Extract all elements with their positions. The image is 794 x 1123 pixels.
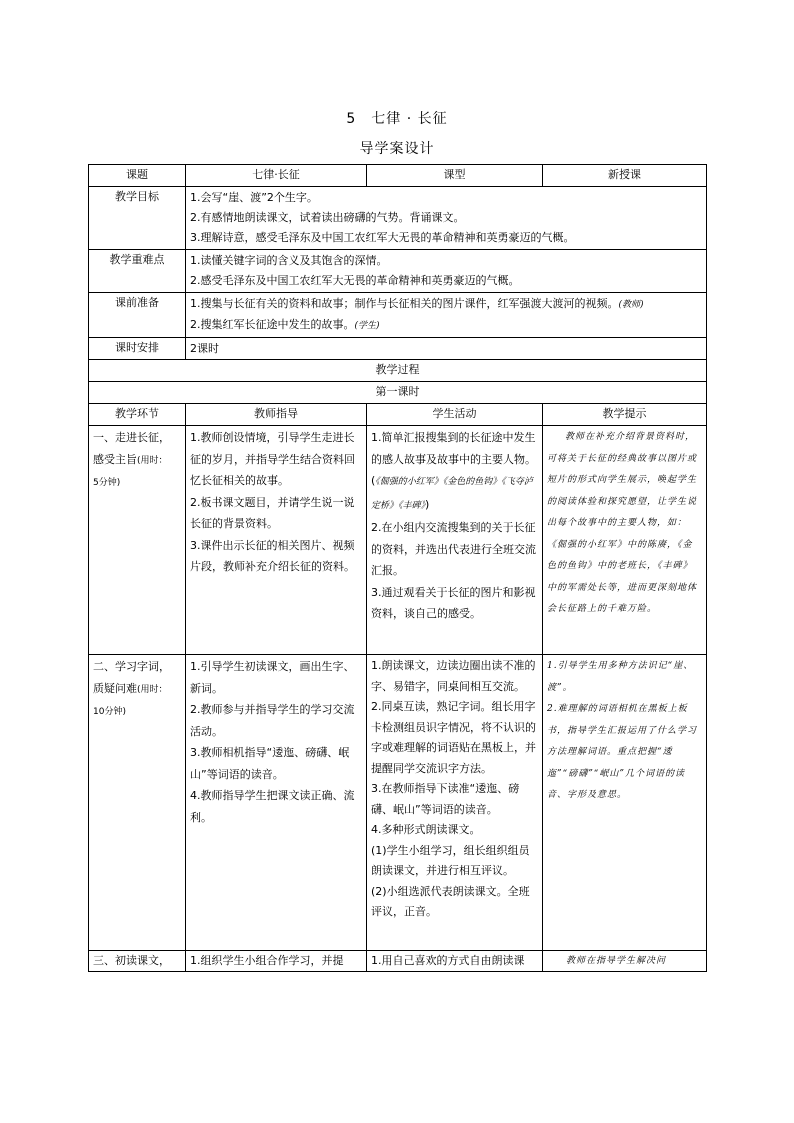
goal-item: 3.理解诗意，感受毛泽东及中国工农红军大无畏的革命精神和英勇豪迈的气概。 [190, 231, 575, 244]
stage3-hint: 教师在指导学生解决问 [543, 951, 707, 972]
stage2-teacher: 1.引导学生初读课文，画出生字、新词。 2.教师参与并指导学生的学习交流活动。 3.教师相机指导“逶迤、磅礴、岷山”等词语的读音。 4.教师指导学生把课文读正确、流利。 [186, 655, 367, 951]
table-row [89, 293, 707, 338]
label-topic: 课题 [89, 165, 186, 187]
page-subtitle: 导学案设计 [359, 141, 435, 157]
label-type: 课型 [367, 165, 543, 187]
table-row [89, 655, 707, 951]
table-row [89, 404, 707, 426]
table-row [89, 382, 707, 404]
lesson-plan-table [88, 164, 707, 972]
table-row [89, 360, 707, 382]
table-row [89, 187, 707, 250]
goals-content [186, 187, 707, 250]
page-title: 5 七律 · 长征 [346, 111, 448, 127]
stage2-name: 二、学习字词， 质疑问难(用时： 10分钟) [89, 655, 186, 951]
table-row [89, 165, 707, 187]
table-row [89, 426, 707, 655]
key-points-content [186, 250, 707, 293]
process-title: 教学过程 [89, 360, 707, 382]
schedule-value: 2课时 [186, 338, 707, 360]
stage1-student: 1.简单汇报搜集到的长征途中发生的感人故事及故事中的主要人物。(《倔强的小红军》《金色的鱼钩》《飞夺泸定桥》《丰碑》) 2.在小组内交流搜集到的关于长征的资料，并选出代表进行全班交流汇报。 3.通过观看关于长征的图片和影视资料，谈自己的感受。 [367, 426, 543, 655]
stage2-student: 1.朗读课文，边读边圈出读不准的字、易错字，同桌间相互交流。 2.同桌互读，熟记字词。组长用字卡检测组员识字情况，将不认识的字或难理解的词语贴在黑板上，并提醒同学交流识字方法。 3.在教师指导下读准“逶迤、磅礴、岷山”等词语的读音。 4.多种形式朗读课文。 (1)学生小组学习，组长组织组员朗读课文，并进行相互评议。 (2)小组选派代表朗读课文。全班评议，正音。 [367, 655, 543, 951]
prep-label: 课前准备 [89, 293, 186, 338]
stage1-hint: 教师在补充介绍背景资料时，可将关于长征的经典故事以图片或短片的形式向学生展示，唤起学生的阅读体验和探究愿望，让学生说出每个故事中的主要人物，如：《倔强的小红军》中的陈赓，《金色的鱼钩》中的老班长，《丰碑》中的军需处长等，进而更深刻地体会长征路上的千难万险。 [543, 426, 707, 655]
goals-label: 教学目标 [89, 187, 186, 250]
column-header-teacher: 教师指导 [186, 404, 367, 426]
type-value: 新授课 [543, 165, 707, 187]
stage1-name: 一、走进长征， 感受主旨(用时： 5分钟) [89, 426, 186, 655]
table-row [89, 951, 707, 972]
table-row [89, 338, 707, 360]
prep-item: 1.搜集与长征有关的资料和故事；制作与长征相关的图片课件，红军强渡大渡河的视频。 [190, 297, 619, 310]
stage3-teacher: 1.组织学生小组合作学习，并提 [186, 951, 367, 972]
prep-item: 2.搜集红军长征途中发生的故事。 [190, 318, 355, 331]
goal-item: 2.有感情地朗读课文，试着读出磅礴的气势。背诵课文。 [190, 211, 465, 224]
key-point-item: 2.感受毛泽东及中国工农红军大无畏的革命精神和英勇豪迈的气概。 [190, 274, 520, 287]
column-header-hint: 教学提示 [543, 404, 707, 426]
prep-note: (学生) [354, 321, 380, 331]
stage1-teacher: 1.教师创设情境，引导学生走进长征的岁月，并指导学生结合资料回忆长征相关的故事。 2.板书课文题目，并请学生说一说长征的背景资料。 3.课件出示长征的相关图片、视频片段，教师补充介绍长征的资料。 [186, 426, 367, 655]
schedule-label: 课时安排 [89, 338, 186, 360]
column-header-stage: 教学环节 [89, 404, 186, 426]
stage3-name: 三、初读课文， [89, 951, 186, 972]
goal-item: 1.会写“崖、渡”2个生字。 [190, 191, 318, 204]
table-row [89, 250, 707, 293]
key-point-item: 1.读懂关键字词的含义及其饱含的深情。 [190, 254, 388, 267]
lesson1-title: 第一课时 [89, 382, 707, 404]
stage3-student: 1.用自己喜欢的方式自由朗读课 [367, 951, 543, 972]
stage2-hint: 1.引导学生用多种方法识记“崖、渡”。 2.难理解的词语相机在黑板上板书，指导学生汇报运用了什么学习方法理解词语。重点把握“逶迤”“磅礴”“岷山”几个词语的读音、字形及意思。 [543, 655, 707, 951]
prep-content [186, 293, 707, 338]
key-points-label: 教学重难点 [89, 250, 186, 293]
topic-value: 七律·长征 [186, 165, 367, 187]
prep-note: (教师) [618, 300, 644, 310]
column-header-student: 学生活动 [367, 404, 543, 426]
